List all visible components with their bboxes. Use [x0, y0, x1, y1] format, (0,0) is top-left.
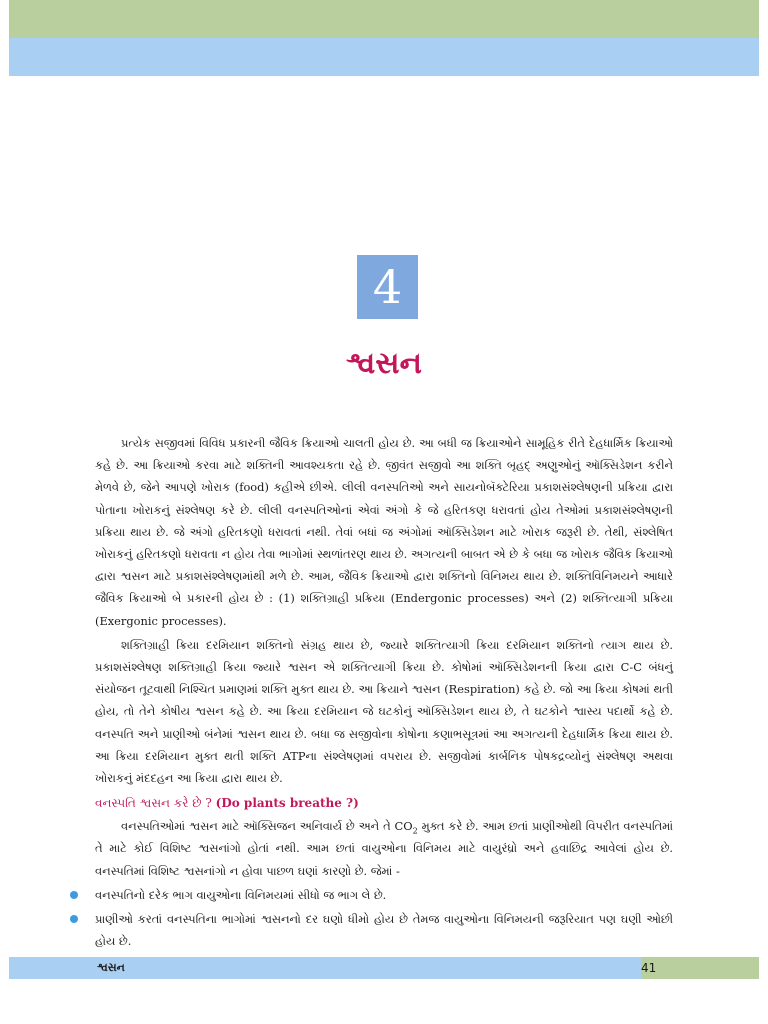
- section-heading-en: (Do plants breathe ?): [215, 796, 359, 811]
- co2-subscript: 2: [412, 826, 418, 836]
- list-item: [95, 884, 673, 906]
- section-heading-gu: વનસ્પતિ શ્વસન કરે છે ?: [95, 796, 212, 811]
- chapter-title: શ્વસન: [346, 346, 422, 381]
- bullet-dot-icon: [70, 891, 78, 899]
- page-number: 41: [641, 961, 657, 975]
- reasons-list: [95, 884, 673, 953]
- paragraph-plants: [95, 815, 673, 882]
- header-band-blue: [9, 38, 759, 76]
- header-band-green: [9, 0, 759, 38]
- list-item-text: પ્રાણીઓ કરતાં વનસ્પતિના ભાગોમાં શ્વસનનો દર ઘણો ધીમો હોય છે તેમજ વાયુઓના વિનિમયની જરૂરિયાત પણ ઘણી ઓછી હોય છે.: [95, 912, 673, 949]
- list-item-text: વનસ્પતિનો દરેક ભાગ વાયુઓના વિનિમયમાં સીધો જ ભાગ લે છે.: [95, 887, 387, 902]
- paragraph-plants-part1: વનસ્પતિઓમાં શ્વસન માટે ઑક્સિજન અનિવાર્ય છે અને તે CO: [121, 819, 413, 834]
- paragraph-plants-part2: મુક્ત કરે છે. આમ છતાં પ્રાણીઓથી વિપરીત વનસ્પતિમાં તે માટે કોઈ વિશિષ્ટ શ્વસનાંગો હોતાં નથી. આમ છતાં વાયુઓના વિનિમય માટે વાયુરંધ્રો અને હવાછિદ્ર આવેલાં હોય છે. વનસ્પતિમાં વિશિષ્ટ શ્વસનાંગો ન હોવા પાછળ ઘણાં કારણો છે. જેમાં -: [95, 819, 673, 878]
- section-heading: [95, 791, 673, 815]
- bullet-dot-icon: [70, 915, 78, 923]
- chapter-number-badge: 4: [357, 255, 418, 319]
- list-item: [95, 908, 673, 952]
- paragraph-energy: શક્તિગ્રાહી ક્રિયા દરમિયાન શક્તિનો સંગ્રહ થાય છે, જ્યારે શક્તિત્યાગી ક્રિયા દરમિયાન શક્તિનો ત્યાગ થાય છે. પ્રકાશસંશ્લેષણ શક્તિગ્રાહી ક્રિયા જ્યારે શ્વસન એ શક્તિત્યાગી ક્રિયા છે. કોષોમાં ઑક્સિડેશનની ક્રિયા દ્વારા C-C બંધનું સંયોજન તૂટવાથી નિશ્ચિત પ્રમાણમાં શક્તિ મુક્ત થાય છે. આ ક્રિયાને શ્વસન (Respiration) કહે છે. જો આ ક્રિયા કોષમાં થતી હોય, તો તેને કોષીય શ્વસન કહે છે. આ ક્રિયા દરમિયાન જે ઘટકોનું ઑક્સિડેશન થાય છે, તે ઘટકોને શ્વાસ્ય પદાર્થો કહે છે. વનસ્પતિ અને પ્રાણીઓ બંનેમાં શ્વસન થાય છે. બધા જ સજીવોના કોષોના કણાભસૂત્રમાં આ અગત્યની દેહધાર્મિક ક્રિયા થાય છે. આ ક્રિયા દરમિયાન મુક્ત થતી શક્તિ ATPના સંશ્લેષણમાં વપરાય છે. સજીવોમાં કાર્બનિક પોષકદ્રવ્યોનું સંશ્લેષણ અથવા ખોરાકનું મંદદહન આ ક્રિયા દ્વારા થાય છે.: [95, 637, 673, 786]
- page-body: [95, 432, 673, 954]
- paragraph-intro: પ્રત્યેક સજીવમાં વિવિધ પ્રકારની જૈવિક ક્રિયાઓ ચાલતી હોય છે. આ બધી જ ક્રિયાઓને સામૂહિક રીતે દેહધાર્મિક ક્રિયાઓ કહે છે. આ ક્રિયાઓ કરવા માટે શક્તિની આવશ્યકતા રહે છે. જીવંત સજીવો આ શક્તિ બૃહદ્ અણુઓનું ઑક્સિડેશન કરીને મેળવે છે, જેને આપણે ખોરાક (food) કહીએ છીએ. લીલી વનસ્પતિઓ અને સાયનોબૅક્ટેરિયા પ્રકાશસંશ્લેષણની પ્રક્રિયા દ્વારા પોતાના ખોરાકનું સંશ્લેષણ કરે છે. લીલી વનસ્પતિઓનાં એવાં અંગો કે જે હરિતકણ ધરાવતાં હોય તેઓમાં પ્રકાશસંશ્લેષણની પ્રક્રિયા થાય છે. જે અંગો હરિતકણો ધરાવતાં નથી. તેવાં બધાં જ અંગોમાં ઑક્સિડેશન માટે ખોરાક જરૂરી છે. તેથી, સંશ્લેષિત ખોરાકનું હરિતકણો ધરાવતા ન હોય તેવા ભાગોમાં સ્થળાંતરણ થાય છે. અગત્યની બાબત એ છે કે બધા જ ખોરાક જૈવિક ક્રિયાઓ દ્વારા શ્વસન માટે પ્રકાશસંશ્લેષણમાંથી મળે છે. આમ, જૈવિક ક્રિયાઓ દ્વારા શક્તિનો વિનિમય થાય છે. શક્તિવિનિમયને આધારે જૈવિક ક્રિયાઓ બે પ્રકારની હોય છે : (1) શક્તિગ્રાહી પ્રક્રિયા (Endergonic processes) અને (2) શક્તિત્યાગી પ્રક્રિયા (Exergonic processes).: [95, 436, 673, 628]
- footer-page-box: [641, 957, 759, 979]
- footer-running-title: શ્વસન: [97, 961, 125, 974]
- page-footer: [9, 957, 759, 979]
